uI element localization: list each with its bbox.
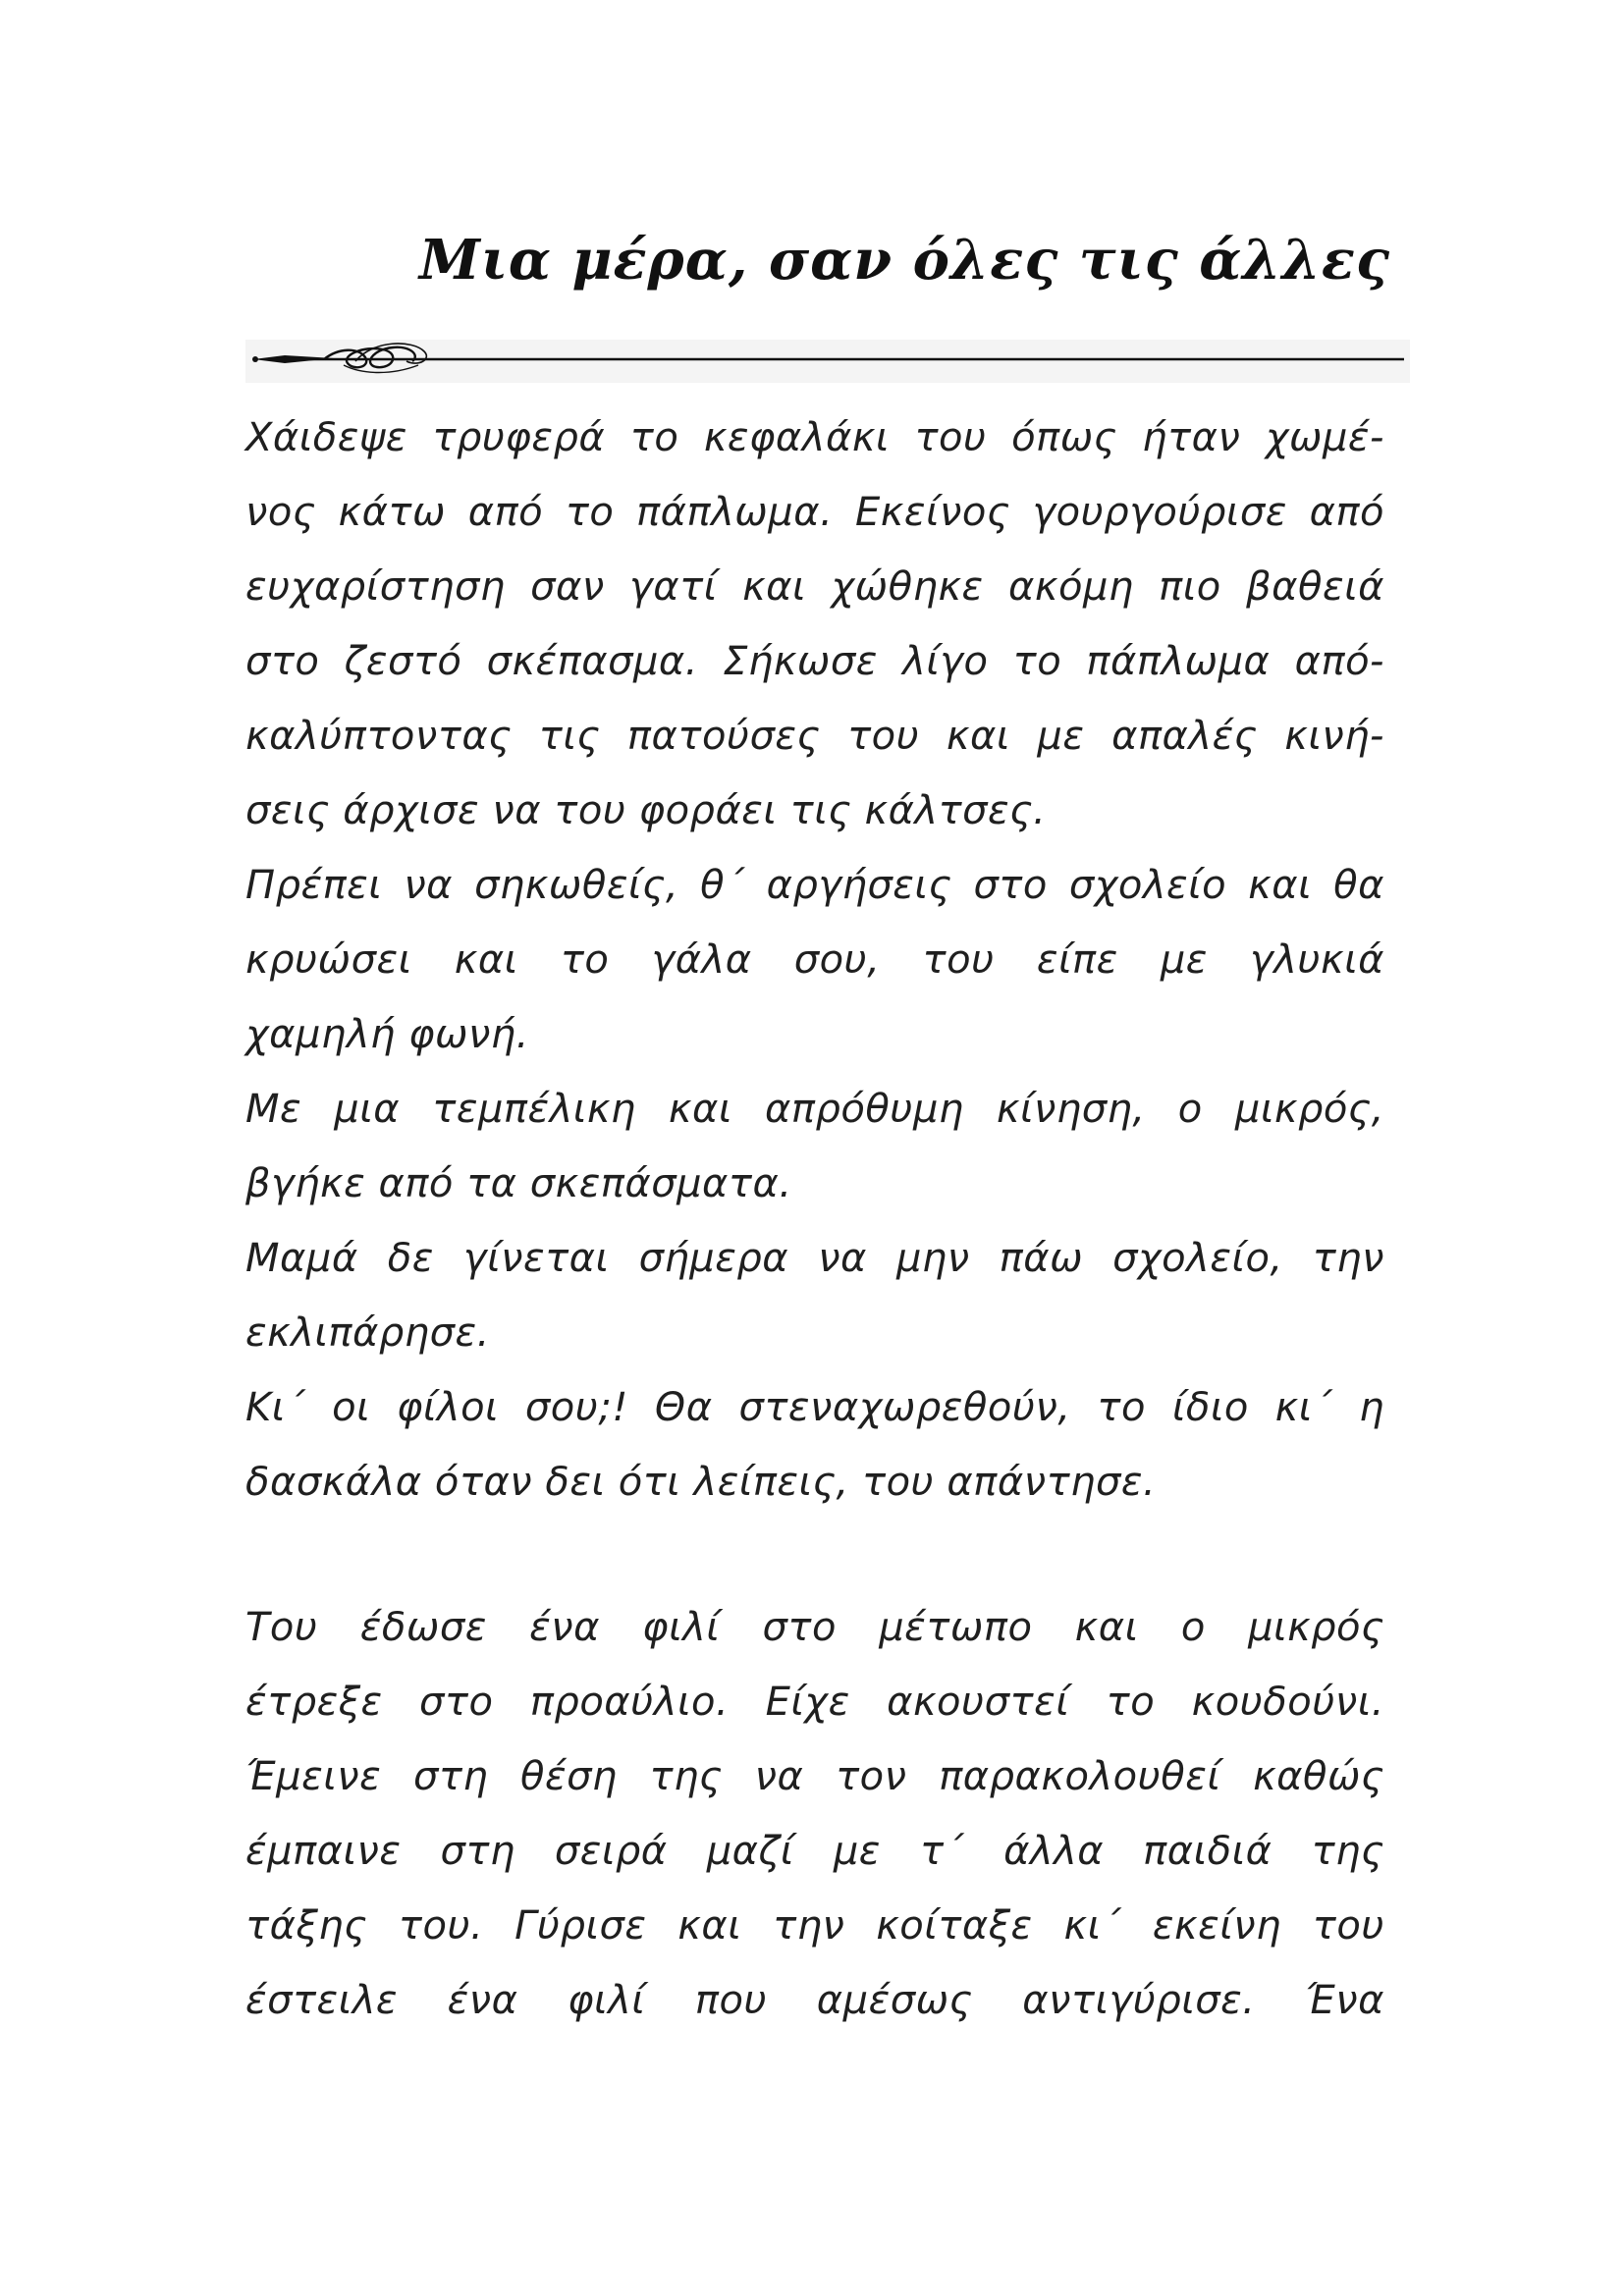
text-line: νος κάτω από το πάπλωμα. Εκείνος γουργούρισε από [245, 490, 1384, 535]
text-line: τάξης του. Γύρισε και την κοίταξε κι΄ εκείνη του [245, 1903, 1384, 1949]
text-line: Κι΄ οι φίλοι σου;! Θα στεναχωρεθούν, το ίδιο κι΄ η [245, 1385, 1384, 1430]
text-line: έτρεξε στο προαύλιο. Είχε ακουστεί το κουδούνι. [245, 1680, 1384, 1725]
paragraph-1 [245, 400, 1384, 1520]
text-line: κρυώσει και το γάλα σου, του είπε με γλυκιά [245, 937, 1384, 983]
text-line: Του έδωσε ένα φιλί στο μέτωπο και ο μικρός [245, 1605, 1384, 1650]
text-line: καλύπτοντας τις πατούσες του και με απαλές κινή- [245, 714, 1384, 759]
page-title: Μια μέρα, σαν όλες τις άλλες [418, 228, 1390, 293]
text-line: ευχαρίστηση σαν γατί και χώθηκε ακόμη πιο βαθειά [245, 564, 1384, 610]
text-line: δασκάλα όταν δει ότι λείπεις, του απάντησε. [245, 1460, 1157, 1505]
text-line: έστειλε ένα φιλί που αμέσως αντιγύρισε. Ένα [245, 1978, 1384, 2023]
text-line: Μαμά δε γίνεται σήμερα να μην πάω σχολείο, την [245, 1236, 1384, 1281]
text-line: έμπαινε στη σειρά μαζί με τ΄ άλλα παιδιά της [245, 1829, 1384, 1874]
paragraph-2 [245, 1590, 1384, 2038]
text-line: Πρέπει να σηκωθείς, θ΄ αργήσεις στο σχολείο και θα [245, 863, 1384, 908]
text-line: σεις άρχισε να του φοράει τις κάλτσες. [245, 788, 1047, 833]
text-line: χαμηλή φωνή. [245, 1012, 529, 1057]
text-line: Χάιδεψε τρυφερά το κεφαλάκι του όπως ήταν χωμέ- [245, 415, 1384, 460]
flourish-divider-icon [245, 332, 1410, 391]
text-line: Έμεινε στη θέση της να τον παρακολουθεί καθώς [245, 1754, 1384, 1799]
text-line: βγήκε από τα σκεπάσματα. [245, 1161, 792, 1206]
text-line: εκλιπάρησε. [245, 1310, 490, 1356]
text-line: Με μια τεμπέλικη και απρόθυμη κίνηση, ο μικρός, [245, 1087, 1384, 1132]
text-line: στο ζεστό σκέπασμα. Σήκωσε λίγο το πάπλωμα από- [245, 639, 1384, 684]
